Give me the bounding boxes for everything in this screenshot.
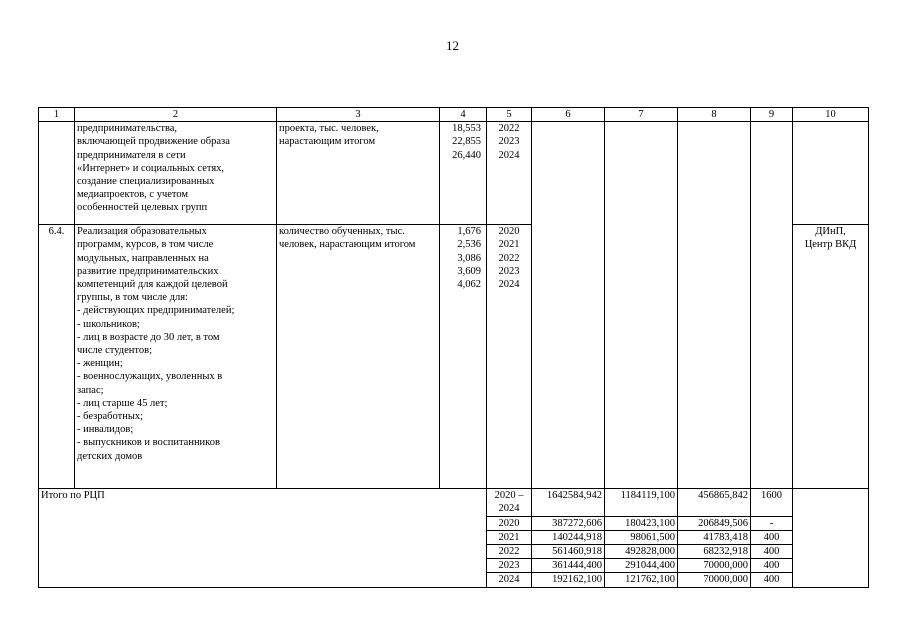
totals-year-cell: 2024 xyxy=(487,573,532,587)
executor-cell xyxy=(793,122,869,225)
indicator-value: 2,536 xyxy=(457,239,481,251)
activity-cell xyxy=(75,122,277,225)
totals-regional-cell: 70000,000 xyxy=(678,573,751,587)
activity-cell xyxy=(75,225,277,489)
executor-text-line: ДИнП, xyxy=(815,226,846,238)
activity-text-line: - женщин; xyxy=(77,358,123,370)
totals-year-cell: 2022 xyxy=(487,545,532,559)
totals-federal-cell: 180423,100 xyxy=(605,516,678,530)
totals-total-cell: 192162,100 xyxy=(532,573,605,587)
header-cell: 7 xyxy=(605,108,678,122)
activity-text-line: - безработных; xyxy=(77,411,144,423)
totals-federal-cell: 121762,100 xyxy=(605,573,678,587)
header-cell: 2 xyxy=(75,108,277,122)
activity-text-line: компетенций для каждой целевой xyxy=(77,279,228,291)
totals-year-cell: 2020 – 2024 xyxy=(487,489,532,516)
activity-text-line: предпринимательства, xyxy=(77,123,178,135)
indicator-value: 4,062 xyxy=(457,279,481,291)
totals-year-cell: 2020 xyxy=(487,516,532,530)
totals-total-cell: 361444,400 xyxy=(532,559,605,573)
activity-text-line: «Интернет» и социальных сетях, xyxy=(77,162,225,174)
totals-federal-cell: 492828,000 xyxy=(605,545,678,559)
indicator-value: 1,676 xyxy=(457,226,481,238)
activity-text-line: запас; xyxy=(77,384,104,396)
activity-text-line: программ, курсов, в том числе xyxy=(77,239,214,251)
header-cell: 6 xyxy=(532,108,605,122)
funding-total-cell xyxy=(532,122,605,489)
activity-text-line: модульных, направленных на xyxy=(77,252,209,264)
row-number-cell xyxy=(39,122,75,225)
indicator-values-cell xyxy=(440,122,487,225)
year-value: 2023 xyxy=(498,265,520,277)
activity-text-line: Реализация образовательных xyxy=(77,226,207,238)
totals-other-cell: 400 xyxy=(751,530,793,544)
activity-text-line: числе студентов; xyxy=(77,345,152,357)
totals-other-cell: 400 xyxy=(751,559,793,573)
year-value: 2022 xyxy=(498,123,520,135)
funding-federal-cell xyxy=(605,122,678,489)
funding-other-cell xyxy=(751,122,793,489)
activity-text-line: - лиц старше 45 лет; xyxy=(77,397,168,409)
indicator-value: 26,440 xyxy=(452,149,481,161)
totals-row xyxy=(39,489,869,516)
totals-regional-cell: 70000,000 xyxy=(678,559,751,573)
totals-total-cell: 1642584,942 xyxy=(532,489,605,516)
header-cell: 3 xyxy=(277,108,440,122)
header-cell: 5 xyxy=(487,108,532,122)
header-cell: 8 xyxy=(678,108,751,122)
totals-federal-cell: 98061,500 xyxy=(605,530,678,544)
executor-cell xyxy=(793,225,869,489)
totals-federal-cell: 291044,400 xyxy=(605,559,678,573)
year-value: 2020 xyxy=(498,226,520,238)
activity-text-line: медиапроектов, с учетом xyxy=(77,189,189,201)
header-cell: 1 xyxy=(39,108,75,122)
activity-text-line: детских домов xyxy=(77,450,143,462)
indicator-values-cell xyxy=(440,225,487,489)
activity-text-line: - школьников; xyxy=(77,318,140,330)
funding-regional-cell xyxy=(678,122,751,489)
indicator-text-line: количество обученных, тыс. xyxy=(279,226,405,238)
totals-label-cell: Итого по РЦП xyxy=(39,489,487,587)
totals-total-cell: 387272,606 xyxy=(532,516,605,530)
years-cell xyxy=(487,225,532,489)
year-value: 2024 xyxy=(498,149,520,161)
activity-text-line: предпринимателя в сети xyxy=(77,149,186,161)
totals-year-cell: 2023 xyxy=(487,559,532,573)
totals-other-cell: 1600 xyxy=(751,489,793,516)
year-value: 2023 xyxy=(498,136,520,148)
executor-text-line: Центр ВКД xyxy=(804,239,857,251)
totals-federal-cell: 1184119,100 xyxy=(605,489,678,516)
indicator-value: 18,553 xyxy=(452,123,481,135)
header-cell: 10 xyxy=(793,108,869,122)
totals-other-cell: 400 xyxy=(751,573,793,587)
activity-text-line: группы, в том числе для: xyxy=(77,292,188,304)
page-number: 12 xyxy=(446,38,459,53)
indicator-text-line: человек, нарастающим итогом xyxy=(279,239,416,251)
totals-regional-cell: 41783,418 xyxy=(678,530,751,544)
totals-year-cell: 2021 xyxy=(487,530,532,544)
year-value: 2022 xyxy=(498,252,520,264)
totals-regional-cell: 456865,842 xyxy=(678,489,751,516)
indicator-value: 22,855 xyxy=(452,136,481,148)
program-table xyxy=(38,107,869,588)
activity-text-line: особенностей целевых групп xyxy=(77,202,208,214)
header-cell: 4 xyxy=(440,108,487,122)
row-number-cell: 6.4. xyxy=(39,225,75,489)
activity-text-line: создание специализированных xyxy=(77,176,215,188)
activity-text-line: - выпускников и воспитанников xyxy=(77,437,220,449)
totals-executor-cell xyxy=(793,489,869,587)
activity-text-line: - лиц в возрасте до 30 лет, в том xyxy=(77,331,220,343)
indicator-text-line: проекта, тыс. человек, xyxy=(279,123,379,135)
year-value: 2024 xyxy=(498,279,520,291)
indicator-cell xyxy=(277,225,440,489)
totals-other-cell: 400 xyxy=(751,545,793,559)
activity-text-line: - действующих предпринимателей; xyxy=(77,305,235,317)
totals-total-cell: 140244,918 xyxy=(532,530,605,544)
year-value: 2021 xyxy=(498,239,520,251)
totals-regional-cell: 68232,918 xyxy=(678,545,751,559)
indicator-text-line: нарастающим итогом xyxy=(279,136,376,148)
activity-text-line: развитие предпринимательских xyxy=(77,265,219,277)
table-row xyxy=(39,122,869,225)
header-row xyxy=(39,108,869,122)
totals-other-cell: - xyxy=(751,516,793,530)
indicator-cell xyxy=(277,122,440,225)
indicator-value: 3,086 xyxy=(457,252,481,264)
totals-regional-cell: 206849,506 xyxy=(678,516,751,530)
activity-text-line: включающей продвижение образа xyxy=(77,136,230,148)
activity-text-line: - военнослужащих, уволенных в xyxy=(77,371,223,383)
activity-text-line: - инвалидов; xyxy=(77,424,134,436)
years-cell xyxy=(487,122,532,225)
header-cell: 9 xyxy=(751,108,793,122)
totals-total-cell: 561460,918 xyxy=(532,545,605,559)
indicator-value: 3,609 xyxy=(457,265,481,277)
